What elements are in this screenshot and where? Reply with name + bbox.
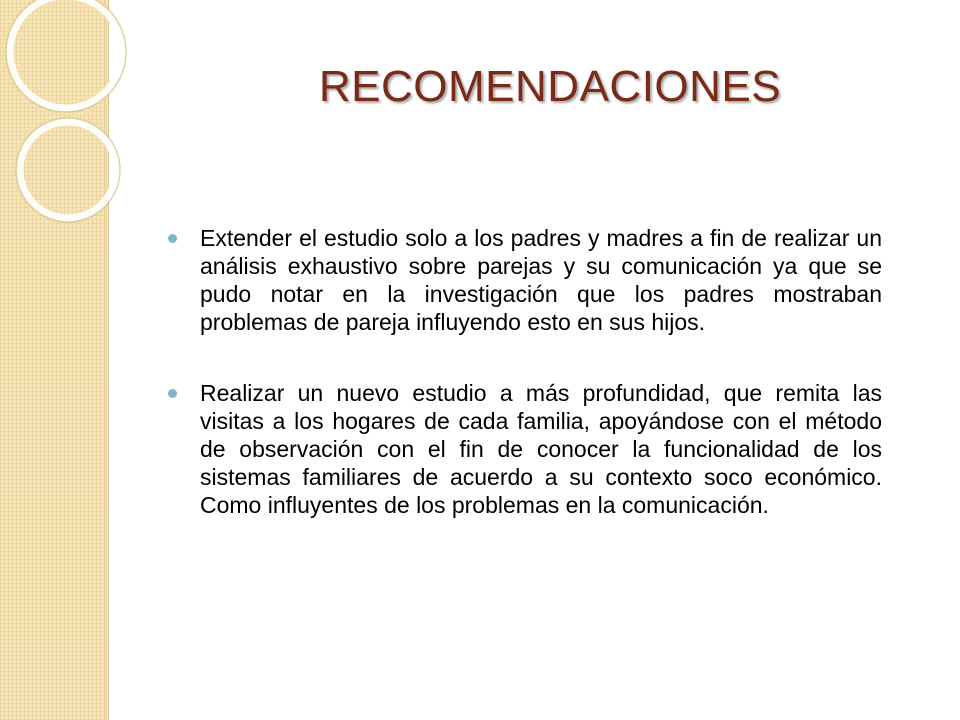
bullet-text: Realizar un nuevo estudio a más profundidad, que remita las visitas a los hogares de cada familia, apoyándose con el método de observación con el fin de conocer la funcionalidad de los sistemas familiares de acuerdo a su contexto soco económico. Como influyentes de los problemas en la comunicación. bbox=[200, 380, 882, 518]
bullet-item bbox=[160, 224, 882, 336]
bullet-text: Extender el estudio solo a los padres y madres a fin de realizar un análisis exhaustivo sobre parejas y su comunicación ya que se pudo notar en la investigación que los padres mostraban problemas de pareja influyendo esto en sus hijos. bbox=[200, 225, 882, 335]
decorative-circles bbox=[0, 0, 140, 260]
bullet-dot-icon bbox=[168, 389, 177, 398]
bullet-list bbox=[160, 224, 882, 562]
slide-title: RECOMENDACIONES bbox=[318, 62, 782, 111]
bullet-item bbox=[160, 379, 882, 519]
bullet-dot-icon bbox=[168, 234, 177, 243]
